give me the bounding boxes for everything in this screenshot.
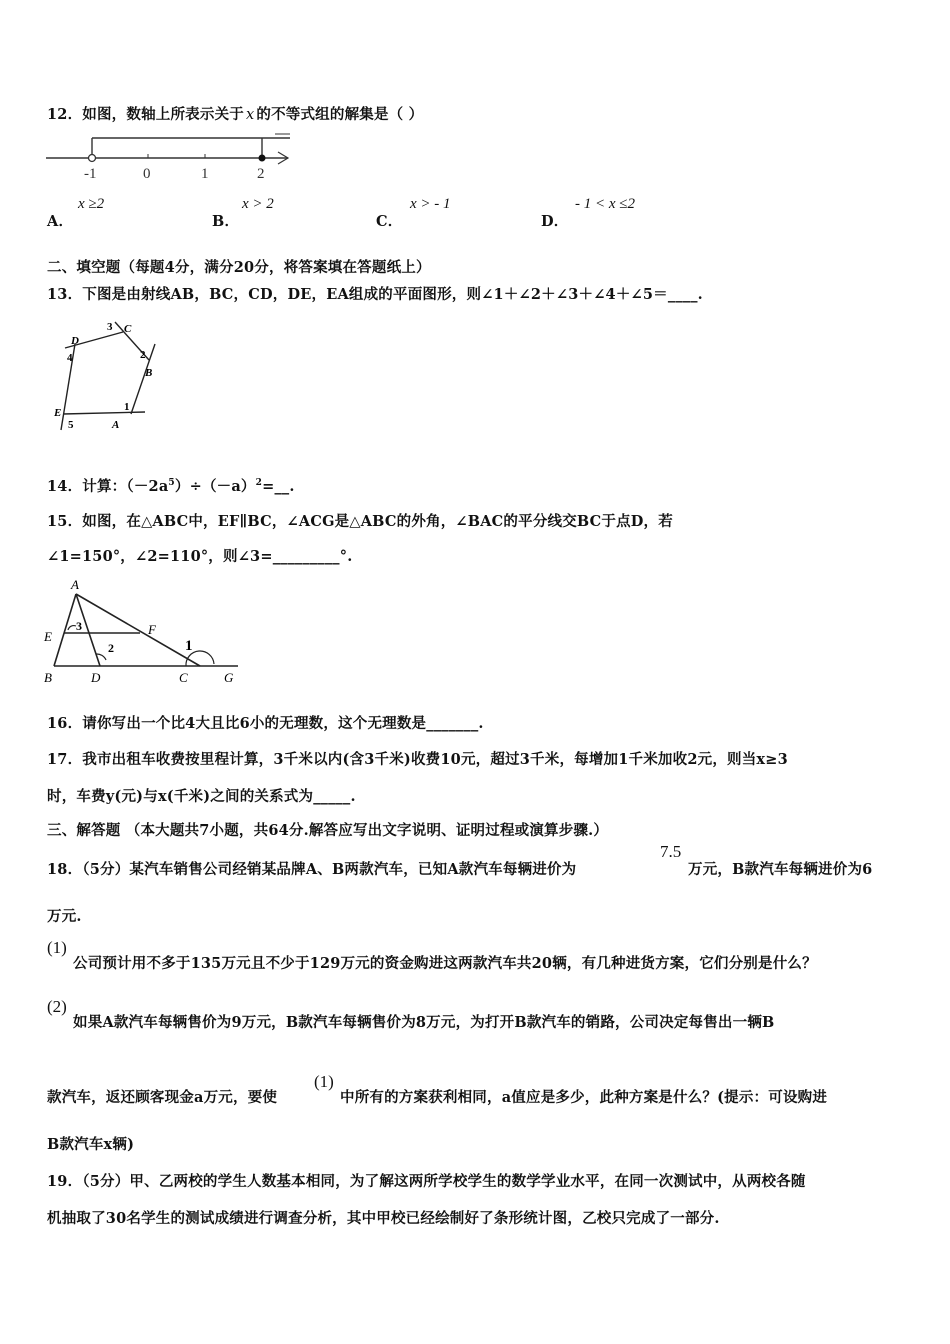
label-2: 2	[108, 641, 114, 655]
section-2-heading: 二、填空题（每题4分，满分20分，将答案填在答题纸上）	[47, 259, 431, 276]
tick-label-0: 0	[143, 166, 151, 182]
triangle-figure	[40, 576, 250, 686]
label-e: E	[54, 407, 62, 419]
q12-option-b-expr: x > 2	[242, 196, 274, 212]
label-d: D	[71, 335, 79, 347]
q18-price: 7.5	[660, 842, 682, 861]
q15-line1: 15．如图，在△ABC中，EF∥BC，∠ACG是△ABC的外角，∠BAC的平分线交BC于点D，若	[47, 513, 673, 530]
label-1: 1	[185, 638, 193, 654]
q12-option-c-expr: x > - 1	[410, 196, 451, 212]
q18-line1-post: 万元，B款汽车每辆进价为6	[688, 861, 873, 878]
label-5: 5	[68, 419, 74, 431]
label-b: B	[44, 670, 52, 685]
label-4: 4	[67, 352, 73, 364]
q13-text: 13．下图是由射线AB，BC，CD，DE，EA组成的平面图形，则∠1＋∠2＋∠3＋∠4＋∠5＝____.	[47, 286, 703, 303]
q12-option-b-label: B．	[212, 213, 240, 230]
q12-option-c-label: C．	[376, 213, 403, 230]
tick-label-1: 1	[201, 166, 209, 182]
q12-option-d-expr: - 1 < x ≤2	[575, 196, 636, 212]
label-c: C	[124, 323, 132, 335]
q19-line1: 19．（5分）甲、乙两校的学生人数基本相同，为了解这两所学校学生的数学学业水平，在同一次测试中，从两校各随	[47, 1173, 806, 1190]
q12-option-a-label: A．	[47, 213, 74, 230]
label-c: C	[179, 670, 188, 685]
section-3-heading: 三、解答题 （本大题共7小题，共64分.解答应写出文字说明、证明过程或演算步骤.）	[47, 822, 609, 839]
label-e: E	[44, 629, 52, 644]
label-d: D	[91, 670, 101, 685]
q18-part2-line3: B款汽车x辆)	[47, 1136, 135, 1153]
q18-line2: 万元.	[47, 908, 82, 925]
q12-option-a-expr: x ≥2	[78, 196, 105, 212]
q14-text: 14．计算：$(-2a^5)\div(-a)^2=\_\_$.	[47, 478, 295, 495]
q17-line1: 17．我市出租车收费按里程计算，3千米以内(含3千米)收费10元，超过3千米，每增加1千米加收2元，则当x≥3	[47, 751, 788, 768]
number-line-figure	[40, 128, 300, 184]
q12-stem: 12．如图，数轴上所表示关于 x 的不等式组的解集是（ ）	[47, 106, 424, 123]
pentagon-rays-figure	[45, 316, 165, 436]
q18-part2-text: 如果A款汽车每辆售价为9万元，B款汽车每辆售价为8万元，为打开B款汽车的销路，公司决定每售出一辆B	[73, 1014, 775, 1031]
label-2: 2	[140, 349, 146, 361]
closed-point-2	[259, 155, 266, 162]
label-g: G	[224, 670, 234, 685]
q12-var: x	[245, 107, 255, 123]
label-b: B	[145, 367, 153, 379]
tick-label-minus1: -1	[84, 166, 97, 182]
q18-part2-line2-post: 中所有的方案获利相同，a值应是多少，此种方案是什么？(提示：可设购进	[340, 1089, 828, 1106]
q16-text: 16．请你写出一个比4大且比6小的无理数，这个无理数是_______.	[47, 715, 484, 732]
label-1: 1	[124, 401, 130, 413]
q18-part2-line2-pre: 款汽车，返还顾客现金a万元，要使	[47, 1089, 278, 1106]
q18-part2-number: (2)	[47, 997, 67, 1016]
q19-line2: 机抽取了30名学生的测试成绩进行调查分析，其中甲校已经绘制好了条形统计图，乙校只完成了一部分.	[47, 1210, 720, 1227]
q18-line1-pre: 18．（5分）某汽车销售公司经销某品牌A、B两款汽车，已知A款汽车每辆进价为	[47, 861, 577, 878]
label-a: A	[71, 577, 79, 592]
q12-option-d-label: D．	[541, 213, 569, 230]
label-3: 3	[76, 619, 82, 633]
q18-part1-text: 公司预计用不多于135万元且不少于129万元的资金购进这两款汽车共20辆，有几种进货方案，它们分别是什么？	[73, 955, 817, 972]
label-a: A	[112, 419, 120, 431]
open-point-minus1	[89, 155, 96, 162]
q15-line2: ∠1=150°，∠2=110°，则∠3=_________°.	[47, 548, 353, 565]
label-3: 3	[107, 321, 113, 333]
label-f: F	[148, 622, 156, 637]
q17-line2: 时，车费y(元)与x(千米)之间的关系式为_____.	[47, 788, 356, 805]
q18-part2-ref: (1)	[314, 1072, 334, 1091]
tick-label-2: 2	[257, 166, 265, 182]
q18-part1-number: (1)	[47, 938, 67, 957]
